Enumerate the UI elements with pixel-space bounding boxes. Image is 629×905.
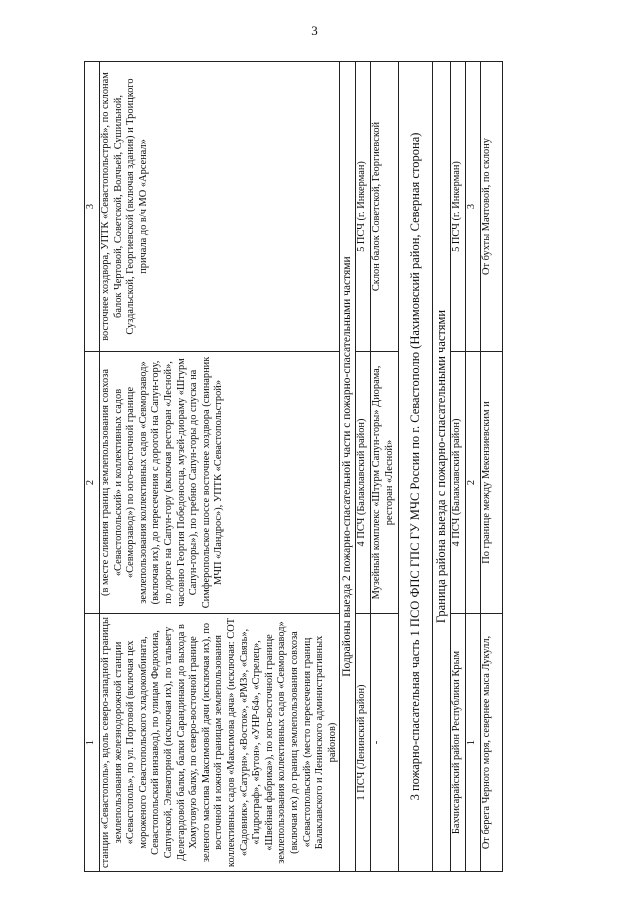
table-cell: восточнее хоздвора, УПТК «Севастопольстрой», по склонам балок Чертовой, Советской, Волчьей, Сушильной, Суздальской, Георгиевской (включая здания) и Троицкого причала до в/ч МО «Арсенал» xyxy=(100,62,340,352)
table-cell: 3 xyxy=(466,62,481,352)
table-cell: - xyxy=(371,614,399,872)
table-cell: 5 ПСЧ (г. Инкерман) xyxy=(356,62,371,352)
section-heading-row xyxy=(340,62,356,872)
table-cell: 1 ПСЧ (Ленинский район) xyxy=(356,614,371,872)
rotated-table-wrapper xyxy=(84,62,596,872)
table-cell: (в месте слияния границ землепользования совхоза «Севастопольский» и коллективных садов «Севморзавод») по юго-восточной границе землепользования коллективных садов «Севморзавод» (включая их), до пересечения с дорогой на Сапун-гору, по дороге на Сапун-гору (включая ресторан «Лесной», часовню Георгия Победоносца, музей-диораму «Штурм Сапун-горы»), по гребню Сапун-горы до спуска на Симферопольское шоссе восточнее хоздвора (свинарник МЧП «Ландрос»), УПТК «Севастопольстрой» xyxy=(100,352,340,614)
section-heading-row xyxy=(399,62,433,872)
column-header-3: 3 xyxy=(85,62,100,352)
column-number-row xyxy=(466,62,481,872)
table-cell: 4 ПСЧ (Балаклавский район) xyxy=(451,352,466,614)
table-row xyxy=(481,62,503,872)
section-heading: Граница района выезда с пожарно-спасательными частями xyxy=(433,62,451,872)
table-cell: 4 ПСЧ (Балаклавский район) xyxy=(356,352,371,614)
page-number: 3 xyxy=(311,23,318,38)
table-cell: От бухты Мачтовой, по склону xyxy=(481,62,503,352)
table-header-row xyxy=(85,62,100,872)
column-header-2: 2 xyxy=(85,352,100,614)
section-heading: Подрайоны выезда 2 пожарно-спасательной части с пожарно-спасательными частями xyxy=(340,62,356,872)
table-cell: станции «Севастополь», вдоль северо-западной границы землепользования железнодорожной станции «Севастополь», по ул. Портовой (включая цех мороженого Севастопольского хладокомбината, Севастопольский винзавод), по улицам Федюхина, Сапунской, Элеваторной (исключая их), по тальвегу Делегардовой балки, балки Сарандинаки до выхода в Хомутовую балку, по северо-восточной границе зеленого массива Максимовой дачи (исключая их), по восточной и южной границам землепользования коллективных садов «Максимова дача» (исключая: СОТ «Садовник», «Сатурн», «Восток», «РМЗ», «Связь», «Гидрограф», «Бутон», «УНР-64», «Стрелец», «Швейная фабрика»), по юго-восточной границе землепользования коллективных садов «Севморзавод» (включая их) до границ землепользования совхоза «Севастопольский» (место пересечения границ Балаклавского и Ленинского административных районов) xyxy=(100,614,340,872)
table-cell: От берега Черного моря, севернее мыса Лукулл, xyxy=(481,614,503,872)
table-row xyxy=(371,62,399,872)
fire-districts-table xyxy=(84,61,503,872)
table-cell: 1 xyxy=(466,614,481,872)
section-heading-row xyxy=(433,62,451,872)
table-cell: По границе между Мекензиевским и xyxy=(481,352,503,614)
table-row xyxy=(451,62,466,872)
column-header-1: 1 xyxy=(85,614,100,872)
table-cell: 5 ПСЧ (г. Инкерман) xyxy=(451,62,466,352)
section-heading: 3 пожарно-спасательная часть 1 ПСО ФПС ГПС ГУ МЧС России по г. Севастополю (Нахимовский район, Северная сторона) xyxy=(399,62,433,872)
table-cell: Музейный комплекс «Штурм Сапун-горы» Диорама, ресторан «Лесной» xyxy=(371,352,399,614)
table-row xyxy=(356,62,371,872)
rotated-table xyxy=(84,62,596,872)
table-row xyxy=(100,62,340,872)
table-cell: 2 xyxy=(466,352,481,614)
table-cell: Бахчисарайский район Республики Крым xyxy=(451,614,466,872)
table-cell: Склон балок Советской, Георгиевской xyxy=(371,62,399,352)
